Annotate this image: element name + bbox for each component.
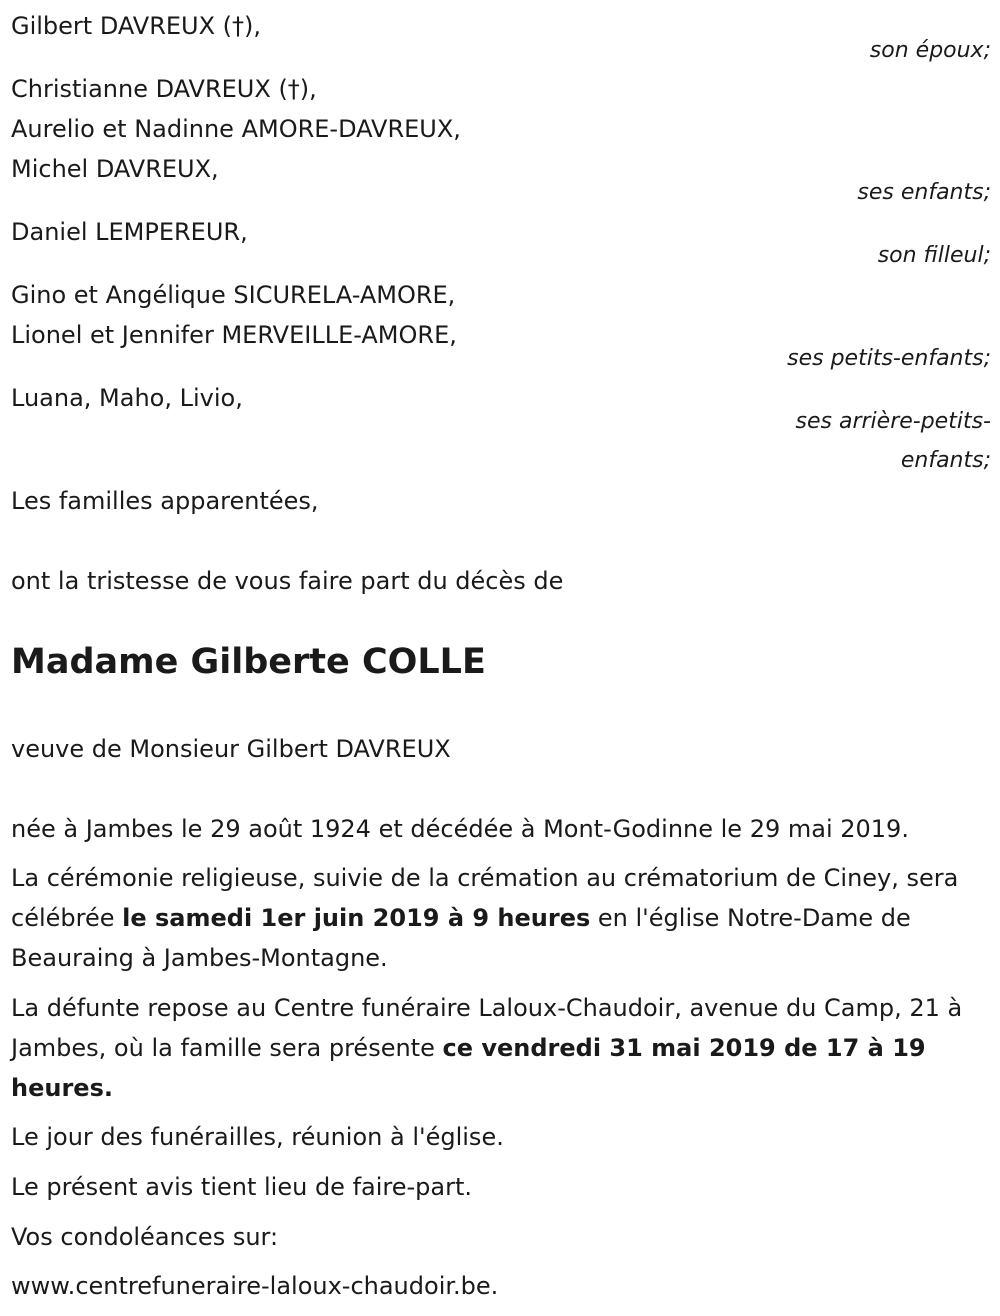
condolences-label: Vos condoléances sur: [11, 1223, 279, 1251]
birth-death-line: née à Jambes le 29 août 1924 et décédée à Mont-Godinne le 29 mai 2019. [11, 815, 909, 843]
family-name: Daniel LEMPEREUR, [11, 218, 248, 246]
website-line: www.centrefuneraire-laloux-chaudoir.be. [11, 1272, 499, 1300]
family-name: Christianne DAVREUX (†), [11, 75, 317, 103]
family-name: Michel DAVREUX, [11, 155, 219, 183]
family-role: ses petits-enfants; [787, 346, 991, 371]
family-group-children [11, 69, 461, 189]
family-role: son époux; [869, 38, 991, 63]
widow-line: veuve de Monsieur Gilbert DAVREUX [11, 735, 451, 763]
ceremony-place: en l'église Notre-Dame de Beauraing à Jambes-Montagne. [11, 904, 911, 972]
ceremony-date: le samedi 1er juin 2019 à 9 heures [122, 904, 591, 932]
relatives-line: Les familles apparentées, [11, 487, 319, 515]
family-name: Gino et Angélique SICURELA-AMORE, [11, 281, 456, 309]
family-name: Luana, Maho, Livio, [11, 384, 243, 412]
family-name: Aurelio et Nadinne AMORE-DAVREUX, [11, 115, 461, 143]
family-role: son filleul; [877, 243, 991, 268]
notice-line: Le présent avis tient lieu de faire-part. [11, 1173, 473, 1201]
family-role: ses arrière-petits- [795, 409, 991, 434]
family-name: Lionel et Jennifer MERVEILLE-AMORE, [11, 321, 457, 349]
ceremony-paragraph [11, 858, 991, 978]
family-name: Gilbert DAVREUX (†), [11, 12, 262, 40]
repose-text: La défunte repose au Centre funéraire Laloux-Chaudoir, avenue du Camp, 21 à Jambes, où la famille sera présente [11, 994, 963, 1062]
family-role: ses enfants; [857, 180, 991, 205]
deceased-name: Madame Gilberte COLLE [11, 642, 486, 682]
family-role: enfants; [900, 448, 991, 473]
funeral-day-line: Le jour des funérailles, réunion à l'église. [11, 1123, 504, 1151]
announcement-line: ont la tristesse de vous faire part du décès de [11, 567, 564, 595]
repose-paragraph [11, 988, 991, 1108]
ceremony-text: La cérémonie religieuse, suivie de la crémation au crématorium de Ciney, sera célébrée [11, 864, 959, 932]
repose-visiting-hours: ce vendredi 31 mai 2019 de 17 à 19 heures. [11, 1034, 926, 1102]
